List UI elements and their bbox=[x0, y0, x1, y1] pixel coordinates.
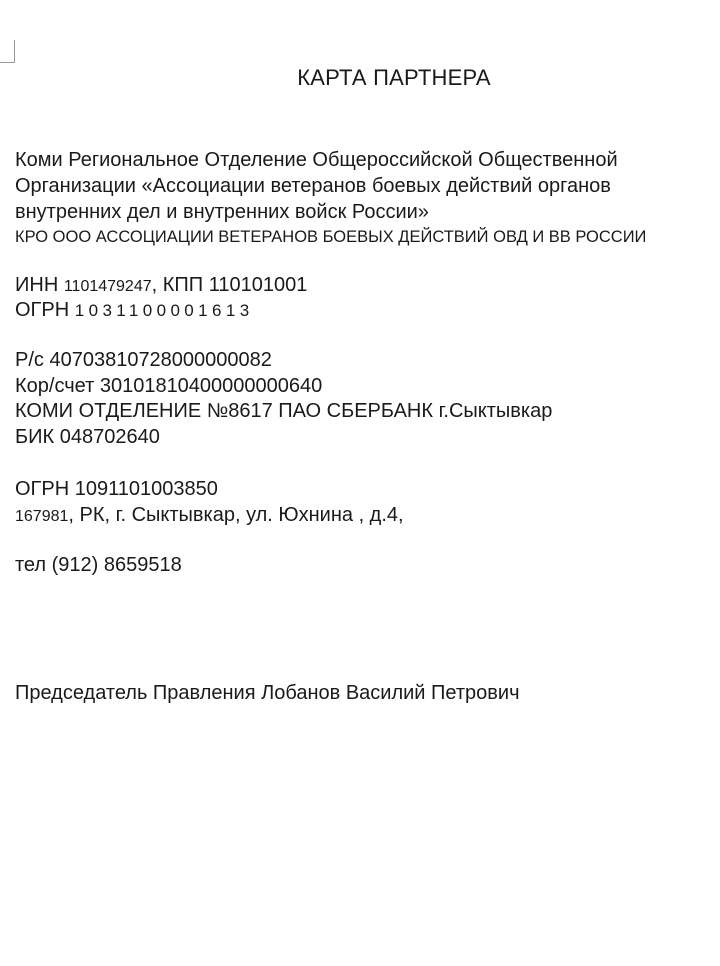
postal-code: 167981 bbox=[15, 508, 69, 525]
inn-value: 1101479247 bbox=[63, 278, 152, 295]
inn-kpp-line bbox=[15, 272, 307, 300]
address-rest: , РК, г. Сыктывкар, ул. Юхнина , д.4, bbox=[68, 504, 404, 526]
kpp-text: , КПП 110101001 bbox=[151, 274, 308, 296]
document-title: КАРТА ПАРТНЕРА bbox=[297, 65, 491, 90]
account-line: Р/с 40703810728000000082 bbox=[15, 349, 272, 371]
ogrn-value: 1031100001613 bbox=[74, 301, 254, 320]
phone-line: тел (912) 8659518 bbox=[15, 554, 182, 576]
org-name-line-3: внутренних дел и внутренних войск России» bbox=[15, 201, 429, 223]
corr-account-line: Кор/счет 30101810400000000640 bbox=[15, 375, 323, 397]
address-line bbox=[15, 502, 404, 530]
org-abbreviation: КРО ООО АССОЦИАЦИИ ВЕТЕРАНОВ БОЕВЫХ ДЕЙСТВИЙ ОВД И ВВ РОССИИ bbox=[15, 228, 647, 246]
ogrn-line-2: ОГРН 1091101003850 bbox=[15, 478, 218, 500]
signature-line: Председатель Правления Лобанов Василий Петрович bbox=[15, 682, 520, 704]
page-corner-mark bbox=[0, 40, 15, 63]
org-name-line-1: Коми Региональное Отделение Общероссийской Общественной bbox=[15, 149, 618, 171]
ogrn-label: ОГРН bbox=[15, 299, 75, 321]
ogrn-line-1 bbox=[15, 297, 254, 324]
inn-label: ИНН bbox=[15, 274, 64, 296]
org-name-line-2: Организации «Ассоциации ветеранов боевых действий органов bbox=[15, 175, 611, 197]
bank-line: КОМИ ОТДЕЛЕНИЕ №8617 ПАО СБЕРБАНК г.Сыктывкар bbox=[15, 400, 553, 422]
bik-line: БИК 048702640 bbox=[15, 426, 160, 448]
